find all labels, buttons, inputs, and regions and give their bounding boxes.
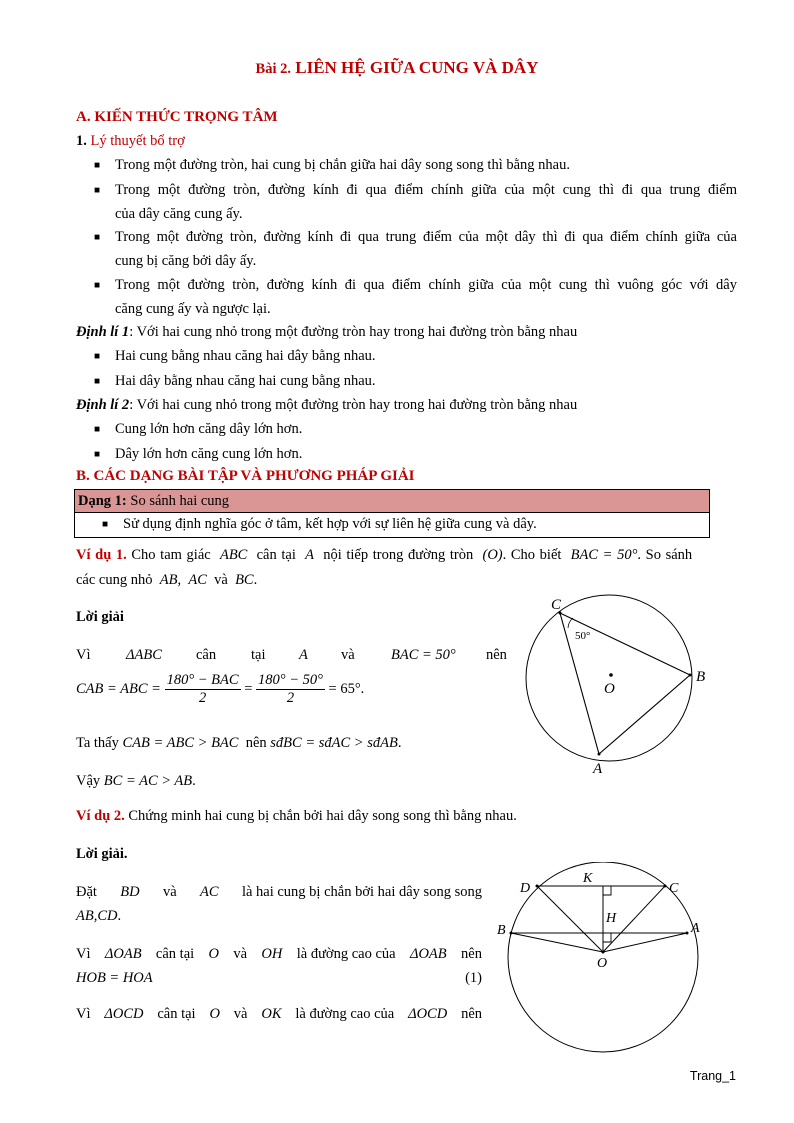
math: BC = AC > AB [103, 773, 193, 789]
text: Đặt [76, 884, 97, 900]
ex2-line4 [76, 970, 482, 987]
ex1-sol-line3 [76, 735, 401, 752]
bullet-icon: ■ [94, 232, 101, 243]
ex2-line3 [76, 946, 482, 963]
label-d: D [520, 881, 531, 896]
center-dot [609, 673, 613, 677]
bullet-icon: ■ [94, 280, 101, 291]
theorem-1-bullet-1: Hai cung bằng nhau căng hai dây bằng nhau. [115, 348, 376, 364]
subsection-title: Lý thuyết bổ trợ [90, 133, 185, 149]
ex2-line1 [76, 884, 482, 901]
angle-mark [568, 618, 573, 628]
page-title [0, 58, 794, 78]
ex2-line2 [76, 908, 121, 925]
form-1-box [74, 489, 710, 538]
ex1-sol-w6: và [341, 647, 355, 663]
text: là đường cao của [295, 1006, 395, 1022]
example-2-text: Chứng minh hai cung bị chắn bởi hai dây song song thì bằng nhau. [128, 808, 517, 824]
math: HOB = HOA [76, 970, 153, 986]
text: . [192, 773, 196, 789]
math: = 65°. [328, 680, 365, 697]
math: A [305, 547, 314, 563]
text: nên [461, 946, 482, 962]
math: ΔOAB [104, 946, 142, 962]
section-a-heading: A. KIẾN THỨC TRỌNG TÂM [76, 109, 278, 125]
theorem-2-bullet-1: Cung lớn hơn căng dây lớn hơn. [115, 421, 303, 437]
text: nên [461, 1006, 482, 1022]
segment-ob [511, 933, 603, 952]
form-1-header [75, 490, 709, 513]
ex1-sol-w2: ΔABC [126, 647, 162, 663]
math: ΔOCD [104, 1006, 144, 1022]
form-1-label: Dạng 1: [78, 493, 127, 509]
circle-o [526, 595, 692, 761]
text: và [163, 884, 177, 900]
math: CAB = ABC = [76, 680, 161, 697]
label-h: H [606, 911, 617, 926]
subsection-number: 1. [76, 133, 87, 149]
label-k: K [583, 871, 593, 886]
theorem-2-text: : Với hai cung nhỏ trong một đường tròn hay trong hai đường tròn bằng nhau [129, 397, 578, 413]
example-1-line2 [76, 572, 257, 589]
label-o: O [604, 681, 615, 697]
equation-number: (1) [465, 970, 482, 986]
example-1-figure [520, 588, 720, 778]
math: ΔOCD [408, 1006, 448, 1022]
theory-bullet-2-line1: Trong một đường tròn, đường kính đi qua điểm chính giữa của một cung thì đi qua trung điểm [115, 182, 737, 198]
text: Vì [76, 1006, 91, 1022]
math: BD [120, 884, 140, 900]
text: , [177, 572, 182, 588]
label-o: O [597, 956, 608, 971]
text: . [117, 908, 122, 924]
segment-od [537, 886, 603, 952]
math: ΔOAB [409, 946, 447, 962]
theory-bullet-4-line1: Trong một đường tròn, đường kính đi qua điểm chính giữa của một cung thì vuông góc với dây [115, 277, 737, 293]
math: AC [200, 884, 219, 900]
ex1-sol-w3: cân [196, 647, 217, 663]
theory-bullet-2-line2: của dây căng cung ấy. [115, 206, 243, 222]
math: AB [159, 572, 178, 588]
segment-oa [603, 933, 687, 952]
math: O [208, 946, 220, 962]
theorem-2-label: Định lí 2 [76, 397, 130, 413]
text: là hai cung bị chắn bởi hai dây song song [241, 884, 482, 900]
form-1-row [75, 513, 709, 537]
theorem-1 [76, 324, 577, 341]
theory-bullet-3-line1: Trong một đường tròn, đường kính đi qua trung điểm của một dây thì đi qua điểm chính giữa của [115, 229, 737, 245]
label-a: A [593, 761, 603, 777]
point-o [602, 951, 605, 954]
text: nên [245, 735, 267, 751]
text: . So sánh [637, 547, 693, 563]
ex1-sol-w1: Vì [76, 647, 91, 663]
example-2-label: Ví dụ 2. [76, 808, 125, 824]
theorem-1-bullet-2: Hai dây bằng nhau căng hai cung bằng nhau. [115, 373, 376, 389]
theory-bullet-4-line2: căng cung ấy và ngược lại. [115, 301, 271, 317]
point-b [689, 674, 692, 677]
bullet-icon: ■ [94, 449, 101, 460]
denominator: 2 [198, 690, 207, 706]
numerator: 180° − BAC [166, 672, 239, 688]
ex1-sol-w5: A [299, 647, 308, 663]
text: . [397, 735, 402, 751]
text: Vậy [76, 773, 101, 789]
example-1-solution-label: Lời giải [76, 609, 124, 625]
point-c [664, 885, 667, 888]
denominator: 2 [286, 690, 295, 706]
label-a: A [691, 921, 700, 936]
right-angle-k [603, 886, 611, 895]
ex1-sol-w7: BAC = 50° [391, 647, 456, 663]
text: và [233, 946, 248, 962]
label-c: C [669, 881, 679, 896]
text: là đường cao của [296, 946, 396, 962]
bullet-icon: ■ [94, 376, 101, 387]
bullet-icon: ■ [102, 519, 109, 530]
form-1-bullet: Sử dụng định nghĩa góc ở tâm, kết hợp với sự liên hệ giữa cung và dây. [123, 516, 537, 532]
example-2-solution-label: Lời giải. [76, 846, 128, 862]
example-1-label: Ví dụ 1. [76, 547, 127, 563]
section-b-heading: B. CÁC DẠNG BÀI TẬP VÀ PHƯƠNG PHÁP GIẢI [76, 468, 415, 484]
ex1-sol-line2 [76, 672, 364, 707]
theorem-1-label: Định lí 1 [76, 324, 130, 340]
example-2-statement [76, 808, 517, 825]
math: AB,CD [76, 908, 118, 924]
bullet-icon: ■ [94, 160, 101, 171]
point-b [510, 932, 513, 935]
math: (O) [482, 547, 503, 563]
subsection-1 [76, 133, 185, 150]
theorem-1-text: : Với hai cung nhỏ trong một đường tròn hay trong hai đường tròn bằng nhau [129, 324, 578, 340]
theory-bullet-3-line2: cung bị căng bởi dây ấy. [115, 253, 257, 269]
point-a [598, 753, 601, 756]
text: cân tại [256, 547, 296, 563]
label-c: C [551, 597, 562, 613]
title-main: LIÊN HỆ GIỮA CUNG VÀ DÂY [295, 58, 539, 77]
theory-bullet-1: Trong một đường tròn, hai cung bị chắn giữa hai dây song song thì bằng nhau. [115, 157, 570, 173]
ex1-sol-w4: tại [251, 647, 266, 663]
example-1-line1 [76, 547, 692, 564]
label-b: B [696, 669, 706, 685]
theorem-2-bullet-2: Dây lớn hơn căng cung lớn hơn. [115, 446, 303, 462]
point-a [686, 932, 689, 935]
math: sđBC = sđAC > sđAB [270, 735, 398, 751]
form-1-title: So sánh hai cung [126, 493, 230, 509]
math: OK [261, 1006, 282, 1022]
text: . [253, 572, 258, 588]
math: BAC = 50° [570, 547, 638, 563]
text: và [214, 572, 228, 588]
text: cân tại [155, 946, 195, 962]
ex1-sol-w8: nên [486, 647, 507, 663]
title-prefix: Bài 2. [255, 61, 291, 77]
numerator: 180° − 50° [258, 672, 323, 688]
point-d [536, 885, 539, 888]
right-angle-h [603, 933, 611, 942]
text: Cho tam giác [131, 547, 211, 563]
text: các cung nhỏ [76, 572, 153, 588]
label-b: B [497, 923, 506, 938]
bullet-icon: ■ [94, 185, 101, 196]
text: cân tại [157, 1006, 196, 1022]
text: Ta thấy [76, 735, 119, 751]
ex1-sol-line4 [76, 773, 196, 790]
fraction-2 [256, 672, 325, 707]
fraction-1 [165, 672, 241, 707]
ex2-line5 [76, 1006, 482, 1023]
text: Vì [76, 946, 91, 962]
math: OH [261, 946, 283, 962]
equals: = [244, 680, 253, 697]
math: BC [235, 572, 254, 588]
page-footer: Trang_1 [689, 1069, 736, 1083]
example-2-figure [495, 862, 715, 1057]
math: CAB = ABC > BAC [122, 735, 239, 751]
text: nội tiếp trong đường tròn [323, 547, 474, 563]
math: O [209, 1006, 220, 1022]
text: và [233, 1006, 248, 1022]
bullet-icon: ■ [94, 351, 101, 362]
bullet-icon: ■ [94, 424, 101, 435]
theorem-2 [76, 397, 577, 414]
math: AC [188, 572, 207, 588]
text: . Cho biết [502, 547, 562, 563]
math: ABC [219, 547, 248, 563]
label-angle: 50° [575, 630, 591, 642]
